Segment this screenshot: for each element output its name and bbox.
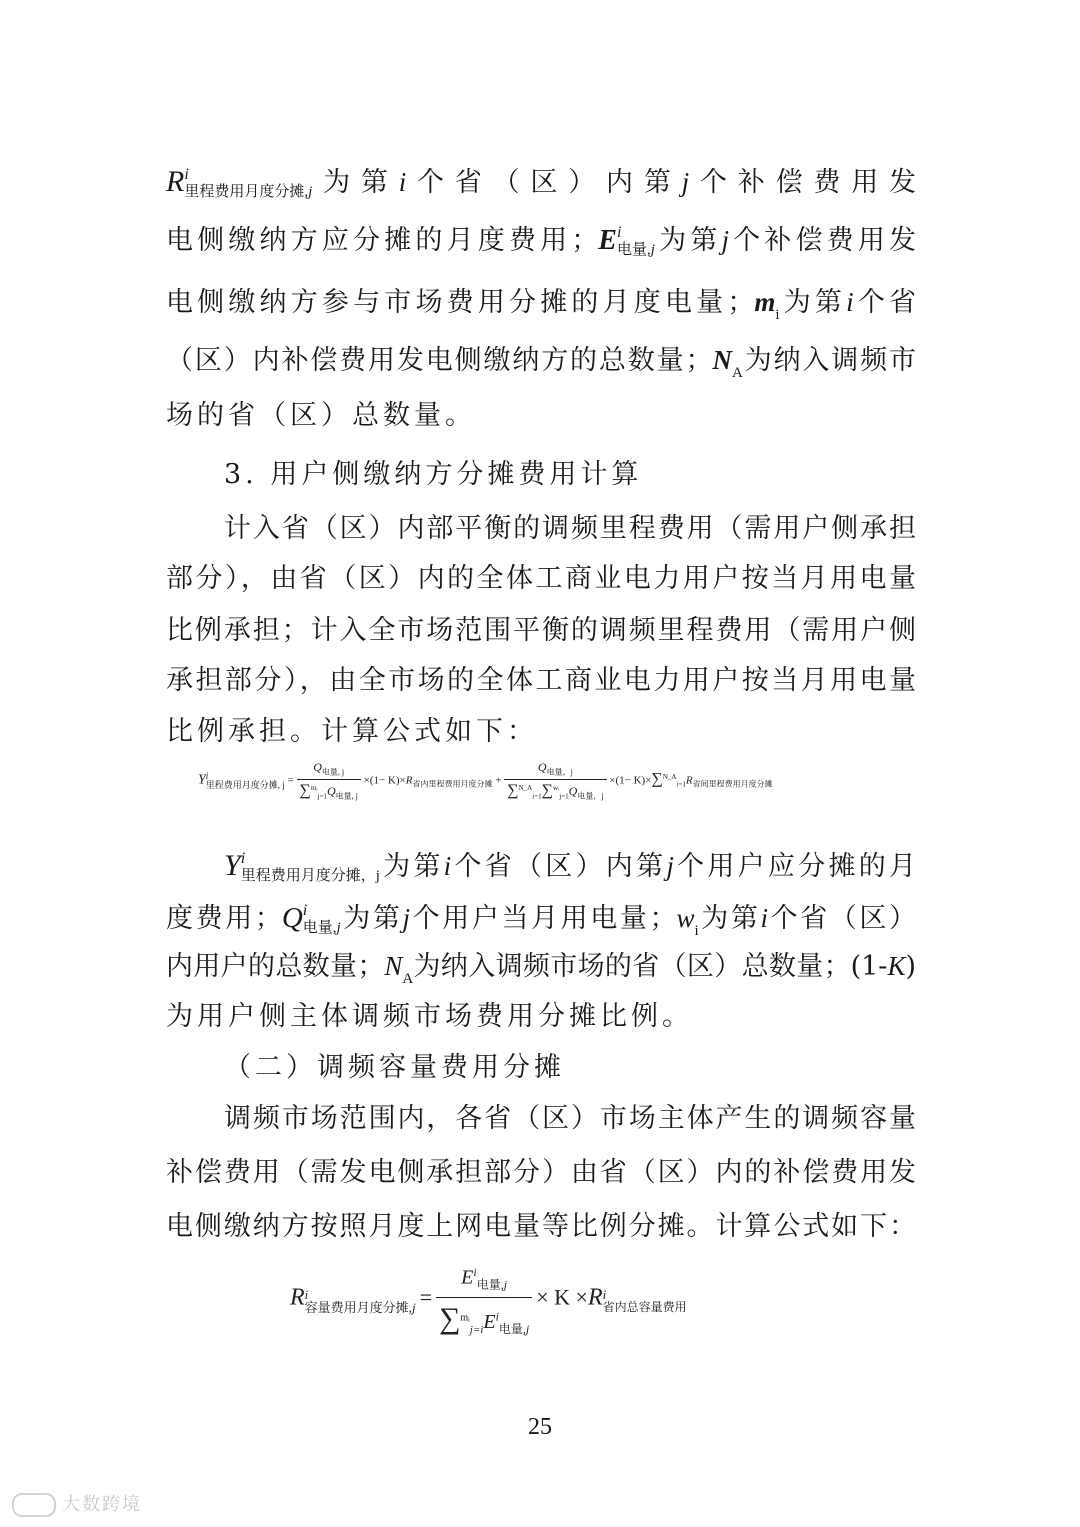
p3-line-1: Y i 里程费用月度分摊，j 为第i个省（区）内第j个用户应分摊的月 (224, 849, 917, 884)
p1-line-5: 场的省（区）总数量。 (166, 400, 476, 431)
section-heading-3: 3. 用户侧缴纳方分摊费用计算 (224, 459, 643, 490)
p2-line-3: 比例承担；计入全市场范围平衡的调频里程费用（需用户侧 (166, 615, 916, 646)
p1-line-4: （区）内补偿费用发电侧缴纳方的总数量；$N_A$为纳入调频市 (166, 345, 917, 381)
p3-line-2: 度费用；Q i 电量,j 为第j个用户当月用电量；$w_i$为第i个省（区） (166, 902, 917, 939)
p2-line-2: 部分），由省（区）内的全体工商业电力用户按当月用电量 (166, 563, 916, 594)
p4-line-2: 补偿费用（需发电侧承担部分）由省（区）内的补偿费用发 (166, 1157, 916, 1188)
p1-line-3: 电侧缴纳方参与市场费用分摊的月度电量；$m_i$为第i个省 (166, 287, 917, 323)
watermark: 大数跨境 (12, 1490, 142, 1517)
p1-line-2: 电侧缴纳方应分摊的月度费用；E i 电量,j 为第j个补偿费用发 (166, 224, 917, 258)
p4-line-1: 调频市场范围内，各省（区）市场主体产生的调频容量 (224, 1103, 916, 1134)
p1-line-1: R i 里程费用月度分摊,j 为第i个省（区）内第j个补偿费用发 (166, 165, 917, 200)
p2-line-5: 比例承担。计算公式如下： (166, 716, 538, 747)
section-heading-2: （二）调频容量费用分摊 (224, 1052, 565, 1083)
page-number: 25 (528, 1414, 552, 1440)
p2-line-4: 承担部分），由全市场的全体工商业电力用户按当月用电量 (166, 665, 916, 696)
watermark-logo-icon (12, 1493, 56, 1517)
formula-capacity-share: R i 容量费用月度分摊,j = $\frac{E^i_{电量,j}}{\sum^{mᵢ}_{j=i}E^i_{电量,j}}$ × K ×R i 省内总容量费用 (290, 1265, 687, 1336)
p3-line-4: 为用户侧主体调频市场费用分摊比例。 (166, 1001, 693, 1032)
p2-line-1: 计入省（区）内部平衡的调频里程费用（需用户侧承担 (224, 513, 916, 544)
p3-line-3: 内用户的总数量；$N_A$为纳入调频市场的省（区）总数量；(1-K) (166, 951, 916, 987)
formula-user-mileage-share: Y i 里程费用月度分摊, j = $\frac{Q_{电量, j}}{\sum^{mᵢ}_{j=1}Q_{电量, j}}$ $\times(1- K)\times R_{省内里程费用月度分摊}$ + $\frac{Q_{电量,j}}{\sum^{N\_A}_{i=1}\sum^{wᵢ}_{j=1}Q_{电量,j}}$ $\times(1- K)\times\sum^{N\_A}_{i=1}R_{省间里程费用月度分摊}$ (198, 760, 773, 801)
p4-line-3: 电侧缴纳方按照月度上网电量等比例分摊。计算公式如下： (166, 1211, 916, 1242)
